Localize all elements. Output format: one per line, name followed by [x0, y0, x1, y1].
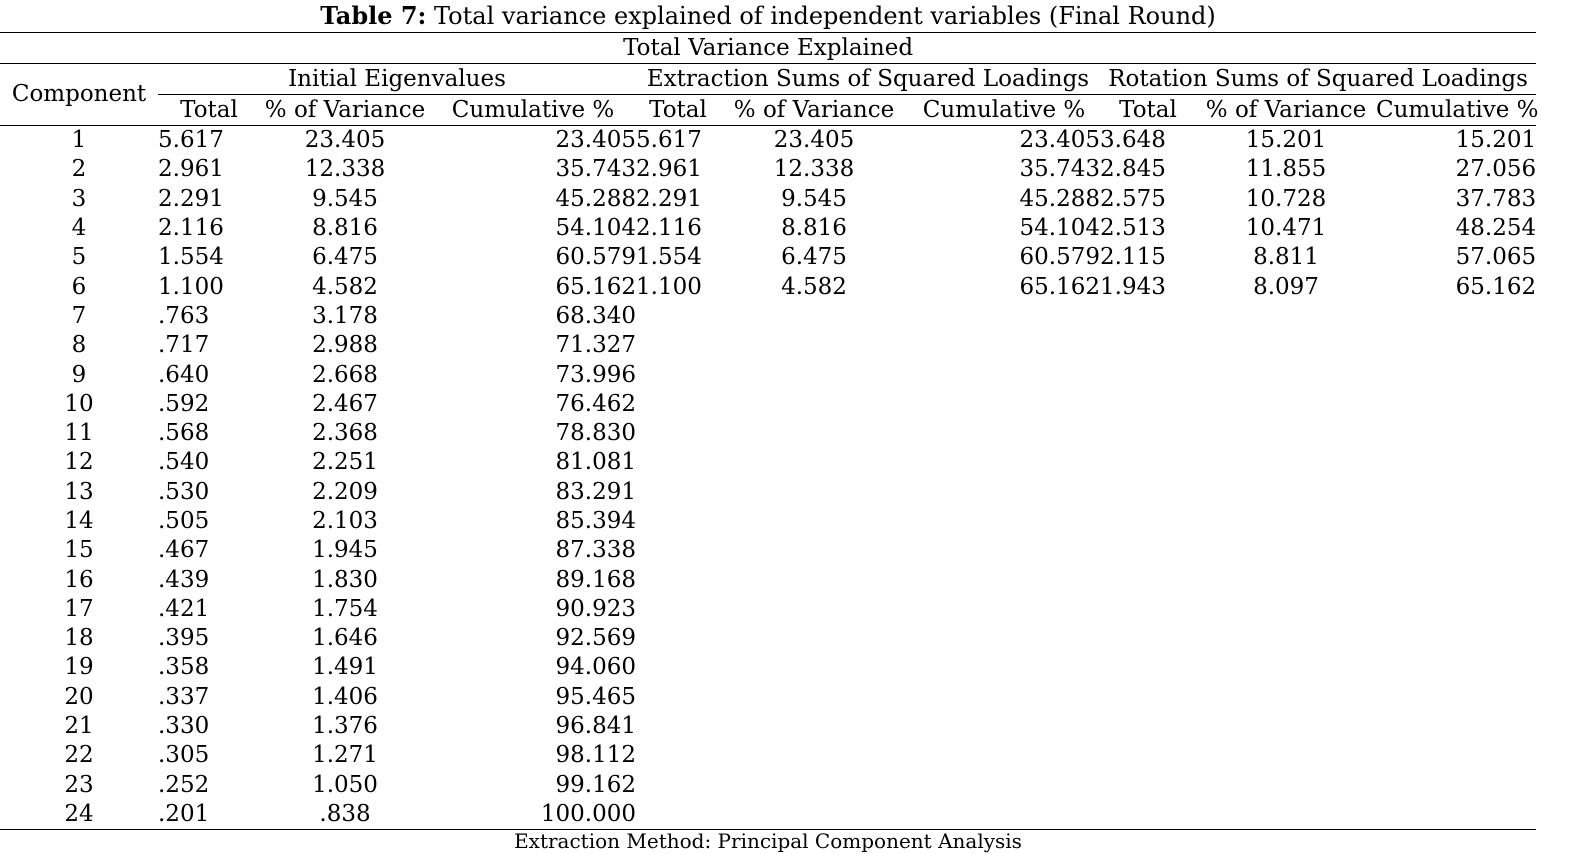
table-row — [0, 712, 1536, 741]
table-row — [0, 800, 1536, 830]
extraction-pct-variance-cell — [720, 419, 908, 448]
rotation-total-cell — [1100, 390, 1196, 419]
initial-pct-variance-cell: 1.830 — [312, 566, 378, 593]
extraction-total-cell — [636, 331, 720, 360]
initial-cumulative-cell: 71.327 — [555, 332, 636, 359]
extraction-pct-variance-cell — [720, 771, 908, 800]
rotation-total-cell — [1100, 419, 1196, 448]
extraction-pct-variance-cell: 23.405 — [773, 127, 855, 154]
extraction-cumulative-cell — [908, 331, 1100, 360]
table-row — [0, 507, 1536, 536]
component-cell: 24 — [0, 800, 158, 830]
group-header-row — [0, 64, 1536, 95]
extraction-pct-variance-cell — [720, 800, 908, 830]
group-header-extraction: Extraction Sums of Squared Loadings — [636, 64, 1100, 95]
initial-pct-variance-cell: 1.491 — [312, 654, 378, 681]
table-row — [0, 419, 1536, 448]
rotation-total-cell — [1100, 507, 1196, 536]
rotation-cumulative-cell — [1376, 771, 1536, 800]
table-row — [0, 390, 1536, 419]
component-header: Component — [11, 81, 147, 107]
initial-pct-variance-cell: 2.251 — [312, 449, 378, 476]
extraction-cumulative-cell — [908, 448, 1100, 477]
component-cell: 3 — [71, 185, 87, 212]
component-cell: 7 — [71, 302, 87, 329]
rotation-total-cell: 2.845 — [1100, 156, 1166, 183]
initial-cumulative-cell: 94.060 — [555, 654, 636, 681]
extraction-cumulative-cell — [908, 800, 1100, 830]
extraction-pct-variance-cell: 8.816 — [781, 215, 847, 242]
subheader-cell: Total — [1119, 96, 1177, 123]
rotation-total-cell — [1100, 331, 1196, 360]
table-row — [0, 595, 1536, 624]
extraction-pct-variance-cell — [720, 448, 908, 477]
rotation-pct-variance-cell — [1196, 360, 1376, 389]
extraction-total-cell — [636, 536, 720, 565]
extraction-pct-variance-cell: 9.545 — [781, 185, 847, 212]
extraction-total-cell: 1.100 — [636, 273, 702, 300]
rotation-total-cell — [1100, 360, 1196, 389]
initial-cumulative-cell: 89.168 — [555, 566, 636, 593]
rotation-cumulative-cell — [1376, 448, 1536, 477]
rotation-cumulative-cell: 15.201 — [1455, 127, 1537, 154]
rotation-total-cell — [1100, 741, 1196, 770]
extraction-total-cell — [636, 683, 720, 712]
extraction-cumulative-cell — [908, 683, 1100, 712]
initial-pct-variance-cell: 1.945 — [312, 537, 378, 564]
table-row — [0, 214, 1536, 243]
rotation-cumulative-cell — [1376, 478, 1536, 507]
rotation-total-cell — [1100, 595, 1196, 624]
initial-pct-variance-cell: .838 — [260, 800, 430, 830]
initial-total-cell: .358 — [158, 654, 210, 681]
rotation-pct-variance-cell — [1196, 771, 1376, 800]
extraction-cumulative-cell: 35.743 — [1019, 156, 1100, 183]
initial-cumulative-cell: 45.288 — [555, 185, 636, 212]
extraction-pct-variance-cell — [720, 507, 908, 536]
extraction-total-cell — [636, 771, 720, 800]
group-header-rotation: Rotation Sums of Squared Loadings — [1100, 64, 1536, 95]
rotation-cumulative-cell — [1376, 595, 1536, 624]
extraction-cumulative-cell — [908, 712, 1100, 741]
rotation-cumulative-cell: 57.065 — [1455, 244, 1537, 271]
initial-cumulative-cell: 76.462 — [555, 390, 636, 417]
subheader-cell: Total — [649, 96, 707, 123]
table-row — [0, 243, 1536, 272]
initial-pct-variance-cell: 4.582 — [312, 273, 378, 300]
extraction-total-cell — [636, 390, 720, 419]
subheader-cell: Cumulative % — [451, 96, 615, 123]
extraction-cumulative-cell — [908, 507, 1100, 536]
rotation-cumulative-cell — [1376, 565, 1536, 594]
rotation-cumulative-cell: 37.783 — [1455, 185, 1537, 212]
rotation-total-cell: 2.513 — [1100, 215, 1166, 242]
initial-cumulative-cell: 81.081 — [555, 449, 636, 476]
initial-total-cell: .395 — [158, 625, 210, 652]
rotation-cumulative-cell — [1376, 390, 1536, 419]
rotation-total-cell — [1100, 712, 1196, 741]
rotation-cumulative-cell — [1376, 653, 1536, 682]
table-row — [0, 741, 1536, 770]
rotation-cumulative-cell — [1376, 419, 1536, 448]
initial-cumulative-cell: 92.569 — [555, 625, 636, 652]
initial-total-cell: .337 — [158, 683, 210, 710]
initial-pct-variance-cell: 1.271 — [312, 742, 378, 769]
component-cell: 13 — [64, 478, 94, 505]
extraction-cumulative-cell: 45.288 — [1019, 185, 1100, 212]
component-cell: 9 — [71, 361, 87, 388]
table-title-row — [0, 33, 1536, 64]
initial-pct-variance-cell: 1.646 — [312, 625, 378, 652]
initial-total-cell: .763 — [158, 302, 210, 329]
component-cell: 17 — [64, 595, 94, 622]
initial-pct-variance-cell: 2.368 — [312, 420, 378, 447]
extraction-pct-variance-cell — [720, 683, 908, 712]
initial-total-cell: 1.100 — [158, 273, 224, 300]
table-row — [0, 536, 1536, 565]
initial-total-cell: .305 — [158, 742, 210, 769]
extraction-pct-variance-cell: 6.475 — [781, 244, 847, 271]
initial-pct-variance-cell: 2.209 — [312, 478, 378, 505]
initial-cumulative-cell: 68.340 — [555, 302, 636, 329]
rotation-total-cell: 2.575 — [1100, 185, 1166, 212]
rotation-cumulative-cell — [1376, 624, 1536, 653]
rotation-cumulative-cell — [1376, 331, 1536, 360]
rotation-total-cell — [1100, 448, 1196, 477]
initial-total-cell: .540 — [158, 449, 210, 476]
initial-pct-variance-cell: 2.467 — [312, 390, 378, 417]
rotation-pct-variance-cell: 11.855 — [1245, 156, 1327, 183]
extraction-cumulative-cell — [908, 624, 1100, 653]
component-cell: 10 — [64, 390, 94, 417]
table-body — [0, 126, 1536, 830]
table-row — [0, 448, 1536, 477]
component-cell: 8 — [71, 332, 87, 359]
subheader-row — [0, 95, 1536, 126]
component-cell: 23 — [64, 771, 94, 798]
subheader-cell: Total — [180, 96, 238, 123]
extraction-total-cell: 1.554 — [636, 244, 702, 271]
initial-cumulative-cell: 35.743 — [555, 156, 636, 183]
extraction-cumulative-cell — [908, 771, 1100, 800]
rotation-total-cell: 2.115 — [1100, 244, 1166, 271]
component-cell: 12 — [64, 449, 94, 476]
initial-cumulative-cell: 87.338 — [555, 537, 636, 564]
subheader-cell: Cumulative % — [922, 96, 1086, 123]
initial-pct-variance-cell: 2.988 — [312, 332, 378, 359]
extraction-cumulative-cell — [908, 478, 1100, 507]
component-cell: 20 — [64, 683, 94, 710]
component-cell: 18 — [64, 625, 94, 652]
table-row — [0, 653, 1536, 682]
initial-pct-variance-cell: 3.178 — [312, 302, 378, 329]
rotation-total-cell — [1100, 653, 1196, 682]
initial-total-cell: 2.961 — [158, 156, 224, 183]
component-cell: 14 — [64, 508, 94, 534]
extraction-cumulative-cell — [908, 536, 1100, 565]
rotation-cumulative-cell — [1376, 536, 1536, 565]
extraction-total-cell — [636, 712, 720, 741]
initial-pct-variance-cell: 1.050 — [312, 771, 378, 798]
rotation-pct-variance-cell — [1196, 331, 1376, 360]
initial-total-cell: .568 — [158, 420, 210, 447]
rotation-cumulative-cell — [1376, 741, 1536, 770]
rotation-total-cell: 3.648 — [1100, 127, 1166, 154]
extraction-pct-variance-cell: 4.582 — [781, 273, 847, 300]
table-row — [0, 272, 1536, 301]
initial-cumulative-cell: 95.465 — [555, 683, 636, 710]
component-cell: 2 — [71, 156, 87, 183]
initial-total-cell: .467 — [158, 537, 210, 564]
extraction-total-cell — [636, 595, 720, 624]
rotation-pct-variance-cell: 8.097 — [1253, 273, 1319, 300]
table-header — [0, 33, 1539, 126]
component-cell: 21 — [64, 713, 94, 740]
extraction-cumulative-cell — [908, 419, 1100, 448]
table-footnote: Extraction Method: Principal Component Analysis — [514, 829, 1022, 853]
table-row — [0, 155, 1536, 184]
initial-total-cell: .717 — [158, 332, 210, 359]
extraction-cumulative-cell — [908, 360, 1100, 389]
component-cell: 16 — [64, 566, 94, 593]
rotation-pct-variance-cell — [1196, 478, 1376, 507]
rotation-pct-variance-cell — [1196, 448, 1376, 477]
initial-cumulative-cell: 60.579 — [555, 244, 636, 271]
rotation-pct-variance-cell — [1196, 624, 1376, 653]
extraction-total-cell — [636, 653, 720, 682]
rotation-cumulative-cell — [1376, 712, 1536, 741]
extraction-cumulative-cell: 54.104 — [1019, 215, 1100, 242]
subheader-cell: % of Variance — [733, 96, 895, 123]
initial-total-cell: 1.554 — [158, 244, 224, 271]
extraction-pct-variance-cell — [720, 565, 908, 594]
rotation-total-cell — [1100, 302, 1196, 331]
subheader-cell: % of Variance — [1205, 96, 1367, 123]
component-cell: 19 — [64, 654, 94, 681]
extraction-cumulative-cell — [908, 302, 1100, 331]
extraction-total-cell — [636, 507, 720, 536]
extraction-total-cell: 5.617 — [636, 127, 702, 154]
extraction-cumulative-cell — [908, 565, 1100, 594]
initial-cumulative-cell: 100.000 — [430, 800, 636, 830]
rotation-cumulative-cell: 48.254 — [1455, 215, 1537, 242]
extraction-pct-variance-cell — [720, 595, 908, 624]
initial-cumulative-cell: 78.830 — [555, 420, 636, 447]
rotation-pct-variance-cell — [1196, 741, 1376, 770]
initial-total-cell: .421 — [158, 595, 210, 622]
initial-pct-variance-cell: 2.103 — [312, 508, 378, 534]
rotation-total-cell — [1100, 565, 1196, 594]
extraction-pct-variance-cell — [720, 302, 908, 331]
component-cell: 11 — [64, 420, 94, 447]
initial-total-cell: .640 — [158, 361, 210, 388]
extraction-total-cell — [636, 360, 720, 389]
extraction-total-cell — [636, 478, 720, 507]
rotation-pct-variance-cell — [1196, 390, 1376, 419]
extraction-pct-variance-cell — [720, 478, 908, 507]
component-cell: 1 — [71, 127, 87, 154]
table-row — [0, 185, 1536, 214]
extraction-total-cell — [636, 565, 720, 594]
rotation-pct-variance-cell — [1196, 536, 1376, 565]
initial-total-cell: 2.116 — [158, 215, 224, 242]
extraction-cumulative-cell: 60.579 — [1019, 244, 1100, 271]
extraction-cumulative-cell: 65.162 — [1019, 273, 1100, 300]
initial-total-cell: 5.617 — [158, 127, 224, 154]
table-row — [0, 565, 1536, 594]
initial-cumulative-cell: 65.162 — [555, 273, 636, 300]
extraction-total-cell — [636, 741, 720, 770]
extraction-pct-variance-cell — [720, 390, 908, 419]
subheader-cell: % of Variance — [264, 96, 426, 123]
group-header-initial: Initial Eigenvalues — [158, 64, 636, 95]
initial-total-cell: .505 — [158, 508, 210, 534]
rotation-pct-variance-cell — [1196, 302, 1376, 331]
component-cell: 15 — [64, 537, 94, 564]
extraction-cumulative-cell — [908, 741, 1100, 770]
rotation-pct-variance-cell — [1196, 565, 1376, 594]
extraction-total-cell: 2.961 — [636, 156, 702, 183]
extraction-cumulative-cell — [908, 390, 1100, 419]
initial-total-cell: .530 — [158, 478, 210, 505]
rotation-cumulative-cell — [1376, 360, 1536, 389]
initial-cumulative-cell: 83.291 — [555, 478, 636, 505]
extraction-cumulative-cell — [908, 595, 1100, 624]
rotation-total-cell — [1100, 800, 1196, 830]
table-row — [0, 771, 1536, 800]
initial-total-cell: 2.291 — [158, 185, 224, 212]
initial-cumulative-cell: 96.841 — [555, 713, 636, 740]
rotation-total-cell — [1100, 624, 1196, 653]
initial-total-cell: .592 — [158, 390, 210, 417]
table-caption — [0, 0, 1536, 32]
initial-pct-variance-cell: 1.406 — [312, 683, 378, 710]
extraction-total-cell — [636, 448, 720, 477]
initial-pct-variance-cell: 8.816 — [312, 215, 378, 242]
extraction-total-cell: 2.116 — [636, 215, 702, 242]
subheader-cell: Cumulative % — [1376, 96, 1539, 123]
table-row — [0, 331, 1536, 360]
initial-pct-variance-cell: 6.475 — [312, 244, 378, 271]
rotation-pct-variance-cell — [1196, 800, 1376, 830]
extraction-pct-variance-cell: 12.338 — [773, 156, 855, 183]
component-cell: 22 — [64, 742, 94, 769]
rotation-pct-variance-cell: 15.201 — [1245, 127, 1327, 154]
rotation-cumulative-cell — [1376, 302, 1536, 331]
initial-cumulative-cell: 99.162 — [555, 771, 636, 798]
extraction-total-cell — [636, 624, 720, 653]
table-row — [0, 302, 1536, 331]
initial-cumulative-cell: 23.405 — [555, 127, 636, 154]
extraction-pct-variance-cell — [720, 536, 908, 565]
rotation-pct-variance-cell — [1196, 683, 1376, 712]
initial-cumulative-cell: 98.112 — [555, 742, 636, 769]
rotation-total-cell — [1100, 536, 1196, 565]
initial-pct-variance-cell: 1.376 — [312, 713, 378, 740]
table-row — [0, 624, 1536, 653]
rotation-pct-variance-cell — [1196, 653, 1376, 682]
initial-total-cell: .201 — [158, 800, 260, 830]
component-cell: 4 — [71, 215, 87, 242]
initial-total-cell: .252 — [158, 771, 210, 798]
initial-pct-variance-cell: 12.338 — [304, 156, 386, 183]
table-caption-label: Table 7: — [320, 1, 427, 30]
rotation-pct-variance-cell — [1196, 712, 1376, 741]
rotation-cumulative-cell — [1376, 507, 1536, 536]
initial-cumulative-cell: 85.394 — [555, 508, 636, 534]
variance-table — [0, 32, 1539, 830]
initial-pct-variance-cell: 1.754 — [312, 595, 378, 622]
rotation-pct-variance-cell — [1196, 595, 1376, 624]
table-row — [0, 683, 1536, 712]
rotation-cumulative-cell — [1376, 683, 1536, 712]
initial-pct-variance-cell: 2.668 — [312, 361, 378, 388]
rotation-cumulative-cell — [1376, 800, 1536, 830]
extraction-total-cell — [636, 800, 720, 830]
extraction-pct-variance-cell — [720, 360, 908, 389]
initial-pct-variance-cell: 23.405 — [304, 127, 386, 154]
table-title: Total Variance Explained — [0, 33, 1536, 64]
extraction-total-cell — [636, 302, 720, 331]
extraction-pct-variance-cell — [720, 712, 908, 741]
table-row — [0, 478, 1536, 507]
extraction-cumulative-cell: 23.405 — [1019, 127, 1100, 154]
initial-pct-variance-cell: 9.545 — [312, 185, 378, 212]
rotation-total-cell — [1100, 478, 1196, 507]
rotation-cumulative-cell: 65.162 — [1455, 273, 1537, 300]
rotation-pct-variance-cell — [1196, 419, 1376, 448]
extraction-cumulative-cell — [908, 653, 1100, 682]
initial-cumulative-cell: 54.104 — [555, 215, 636, 242]
rotation-pct-variance-cell: 10.728 — [1245, 185, 1327, 212]
initial-cumulative-cell: 90.923 — [555, 595, 636, 622]
rotation-total-cell: 1.943 — [1100, 273, 1166, 300]
extraction-total-cell — [636, 419, 720, 448]
table-caption-text: Total variance explained of independent variables (Final Round) — [426, 2, 1216, 30]
rotation-cumulative-cell: 27.056 — [1455, 156, 1537, 183]
extraction-pct-variance-cell — [720, 331, 908, 360]
rotation-total-cell — [1100, 683, 1196, 712]
extraction-total-cell: 2.291 — [636, 185, 702, 212]
initial-cumulative-cell: 73.996 — [555, 361, 636, 388]
rotation-pct-variance-cell — [1196, 507, 1376, 536]
extraction-pct-variance-cell — [720, 741, 908, 770]
extraction-pct-variance-cell — [720, 624, 908, 653]
extraction-pct-variance-cell — [720, 653, 908, 682]
component-cell: 6 — [71, 273, 87, 300]
table-row — [0, 360, 1536, 389]
initial-total-cell: .439 — [158, 566, 210, 593]
rotation-total-cell — [1100, 771, 1196, 800]
initial-total-cell: .330 — [158, 713, 210, 740]
table-row — [0, 126, 1536, 156]
rotation-pct-variance-cell: 10.471 — [1245, 215, 1327, 242]
component-cell: 5 — [71, 244, 87, 271]
rotation-pct-variance-cell: 8.811 — [1253, 244, 1319, 271]
